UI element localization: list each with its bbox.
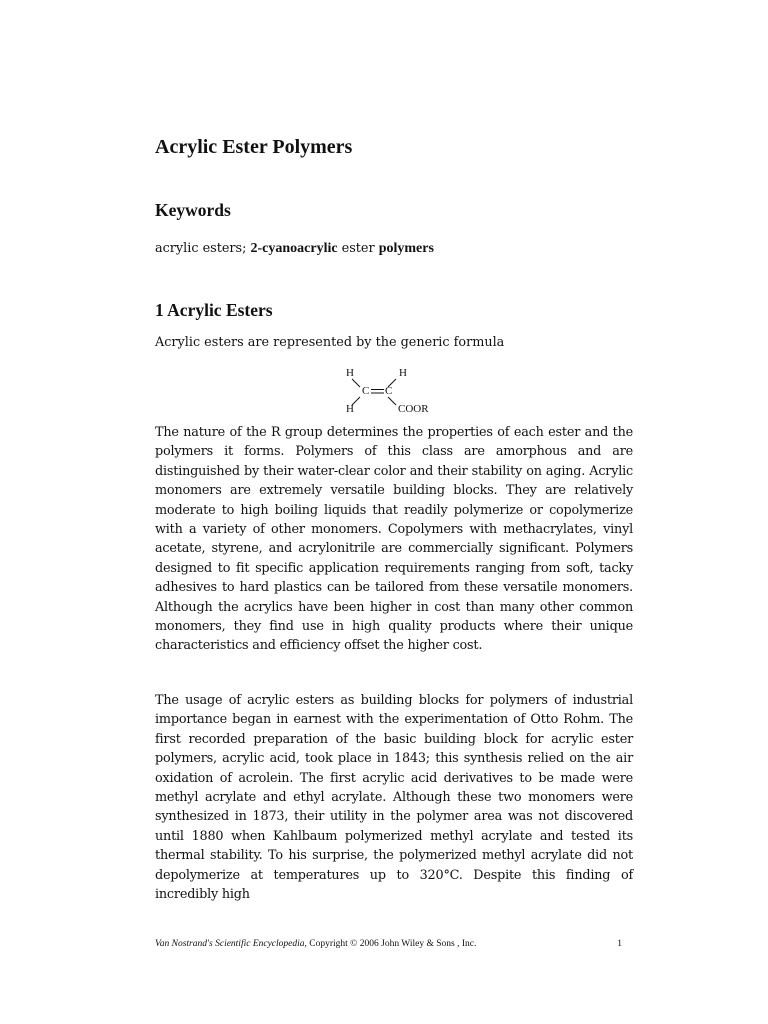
formula-atom: COOR [398, 403, 429, 415]
chemical-formula [341, 363, 441, 418]
page-number: 1 [617, 939, 622, 949]
footer-source: Van Nostrand's Scientific Encyclopedia, [155, 939, 307, 949]
keywords-list [155, 240, 434, 258]
formula-atom: H [346, 367, 354, 379]
formula-atom: C [385, 385, 393, 397]
footer-copyright: Copyright © 2006 John Wiley & Sons , Inc. [306, 939, 477, 949]
formula-atom: C [362, 385, 370, 397]
formula-atom: H [346, 403, 354, 415]
keyword-text: ester [337, 241, 379, 256]
section-intro: Acrylic esters are represented by the generic formula [155, 335, 505, 350]
body-paragraph: The nature of the R group determines the properties of each ester and the polymers it forms. Polymers of this class are amorphous and are distinguished by their water-clear color and their stability on aging. Acrylic monomers are extremely versatile building blocks. They are relatively moderate to high boiling liquids that readily polymerize or copolymerize with a variety of other monomers. Copolymers with methacrylates, vinyl acetate, styrene, and acrylonitrile are commercially significant. Polymers designed to fit specific application requirements ranging from soft, tacky adhesives to hard plastics can be tailored from these versatile monomers. Although the acrylics have been higher in cost than many other common monomers, they find use in high quality products where their unique characteristics and efficiency offset the higher cost. [155, 425, 633, 654]
page-title: Acrylic Ester Polymers [155, 136, 353, 158]
body-paragraph: The usage of acrylic esters as building blocks for polymers of industrial importance began in earnest with the experimentation of Otto Rohm. The first recorded preparation of the basic building block for acrylic ester polymers, acrylic acid, took place in 1843; this synthesis relied on the air oxidation of acrolein. The first acrylic acid derivatives to be made were methyl acrylate and ethyl acrylate. Although these two monomers were synthesized in 1873, their utility in the polymer area was not discovered until 1880 when Kahlbaum polymerized methyl acrylate and tested its thermal stability. To his surprise, the polymerized methyl acrylate did not depolymerize at temperatures up to 320°C. Despite this finding of incredibly high [155, 693, 633, 903]
page-footer [155, 938, 622, 950]
section-heading: 1 Acrylic Esters [155, 300, 273, 320]
keyword-text-bold: 2-cyanoacrylic [250, 241, 338, 256]
keyword-text: acrylic esters; [155, 241, 251, 256]
keyword-text-bold: polymers [378, 241, 434, 256]
keywords-heading: Keywords [155, 200, 231, 220]
formula-atom: H [399, 367, 407, 379]
